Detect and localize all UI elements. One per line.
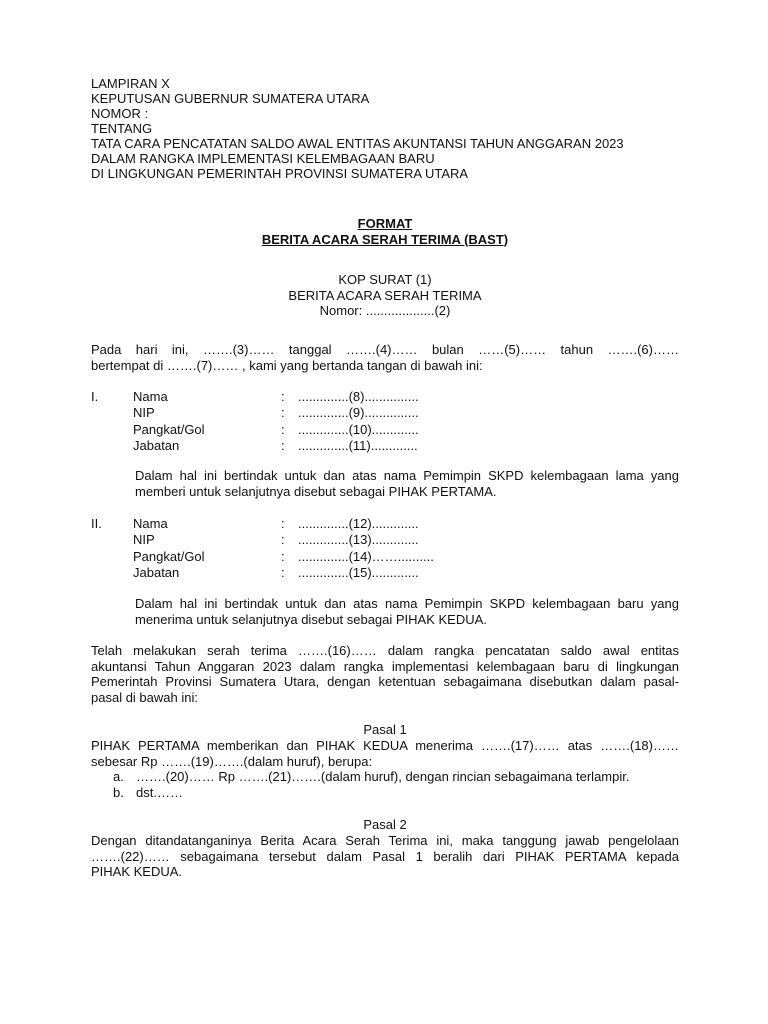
pasal-line: PIHAK KEDUA. — [91, 864, 183, 879]
field-colon: : — [281, 405, 285, 421]
field-row — [91, 422, 679, 438]
pasal-1-heading: Pasal 1 — [363, 722, 407, 737]
party-two-description — [135, 596, 679, 627]
field-value: ..............(8)............... — [298, 389, 419, 404]
header-line: TATA CARA PENCATATAN SALDO AWAL ENTITAS AKUNTANSI TAHUN ANGGARAN 2023 — [91, 136, 624, 151]
pasal-2-body — [91, 833, 679, 880]
party-number: II. — [91, 516, 102, 531]
paragraph-line: pasal di bawah ini: — [91, 689, 198, 705]
field-label: NIP — [133, 405, 155, 421]
field-colon: : — [281, 548, 285, 564]
description-line: Dalam hal ini bertindak untuk dan atas nama Pemimpin SKPD kelembagaan lama yang — [135, 468, 679, 483]
paragraph-line: Telah melakukan serah terima …….(16)…… dalam rangka pencatatan saldo awal entitas — [91, 643, 679, 658]
pasal-line: …….(22)…… sebagaimana tersebut dalam Pasal 1 beralih dari PIHAK PERTAMA kepada — [91, 848, 679, 864]
header-line: DALAM RANGKA IMPLEMENTASI KELEMBAGAAN BARU — [91, 151, 435, 166]
field-row — [91, 565, 679, 581]
party-one-fields — [91, 389, 679, 455]
field-label: Jabatan — [133, 565, 180, 581]
header-line: TENTANG — [91, 121, 153, 136]
paragraph-line: Pemerintah Provinsi Sumatera Utara, dengan ketentuan sebagaimana disebutkan dalam pasal- — [91, 674, 679, 689]
header-line: KEPUTUSAN GUBERNUR SUMATERA UTARA — [91, 91, 370, 106]
field-value: ..............(15)............. — [298, 565, 419, 581]
lampiran-header — [91, 76, 679, 181]
field-colon: : — [281, 516, 285, 531]
bast-heading: BERITA ACARA SERAH TERIMA (BAST) — [261, 231, 509, 247]
field-row — [91, 389, 679, 405]
field-row — [91, 549, 679, 565]
kop-line: BERITA ACARA SERAH TERIMA — [288, 287, 482, 303]
field-value: ..............(10)............. — [298, 421, 419, 437]
field-colon: : — [281, 532, 285, 548]
paragraph-line: akuntansi Tahun Anggaran 2023 dalam rangka implementasi kelembagaan baru di lingkungan — [91, 658, 679, 674]
field-row — [91, 438, 679, 454]
pasal-2-heading: Pasal 2 — [363, 817, 407, 832]
field-colon: : — [281, 438, 285, 454]
field-label: Pangkat/Gol — [133, 421, 205, 437]
description-line: memberi untuk selanjutnya disebut sebagai PIHAK PERTAMA. — [135, 483, 497, 499]
pasal-line: PIHAK PERTAMA memberikan dan PIHAK KEDUA menerima …….(17)…… atas …….(18)…… — [91, 738, 679, 753]
opening-paragraph — [91, 342, 679, 373]
list-marker: b. — [113, 785, 124, 801]
list-marker: a. — [113, 769, 124, 784]
header-line: DI LINGKUNGAN PEMERINTAH PROVINSI SUMATERA UTARA — [91, 166, 469, 181]
field-label: Jabatan — [133, 438, 180, 454]
field-colon: : — [281, 565, 285, 581]
header-line: LAMPIRAN X — [91, 76, 170, 91]
party-number: I. — [91, 389, 99, 404]
field-colon: : — [281, 389, 285, 404]
document-title — [91, 216, 679, 247]
description-line: menerima untuk selanjutnya disebut sebagai PIHAK KEDUA. — [135, 611, 487, 627]
field-row — [91, 405, 679, 421]
field-row — [91, 532, 679, 548]
list-text: …….(20)…… Rp …….(21)…….(dalam huruf), dengan rincian sebagaimana terlampir. — [136, 769, 630, 784]
party-one-description — [135, 468, 679, 499]
format-heading: FORMAT — [357, 216, 413, 231]
field-label: Nama — [133, 516, 168, 531]
handover-paragraph — [91, 643, 679, 705]
field-value: ..............(9)............... — [298, 405, 419, 421]
pasal-line: sebesar Rp …….(19)…….(dalam huruf), berupa: — [91, 753, 373, 769]
opening-line: bertempat di …….(7)…… , kami yang bertanda tangan di bawah ini: — [91, 357, 483, 373]
field-colon: : — [281, 421, 285, 437]
field-value: ..............(11)............. — [298, 438, 418, 454]
list-item — [91, 785, 679, 801]
kop-line: KOP SURAT (1) — [338, 272, 432, 287]
opening-line: Pada hari ini, …….(3)…… tanggal …….(4)…… bulan ……(5)…… tahun …….(6)…… — [91, 342, 679, 357]
list-item — [91, 769, 679, 785]
list-text: dst.…… — [136, 785, 183, 801]
field-value: ..............(12)............. — [298, 516, 419, 531]
pasal-1-body — [91, 738, 679, 802]
nomor-line: Nomor: ...................(2) — [319, 303, 451, 318]
field-row — [91, 516, 679, 532]
field-label: Nama — [133, 389, 168, 404]
field-label: Pangkat/Gol — [133, 548, 205, 564]
field-value: ..............(14)…….......... — [298, 548, 434, 564]
kop-surat — [91, 272, 679, 319]
field-label: NIP — [133, 532, 155, 548]
header-line: NOMOR : — [91, 106, 149, 121]
pasal-line: Dengan ditandatanganinya Berita Acara Serah Terima ini, maka tanggung jawab pengelolaan — [91, 833, 679, 848]
description-line: Dalam hal ini bertindak untuk dan atas nama Pemimpin SKPD kelembagaan baru yang — [135, 596, 679, 611]
field-value: ..............(13)............. — [298, 532, 419, 548]
party-two-fields — [91, 516, 679, 582]
